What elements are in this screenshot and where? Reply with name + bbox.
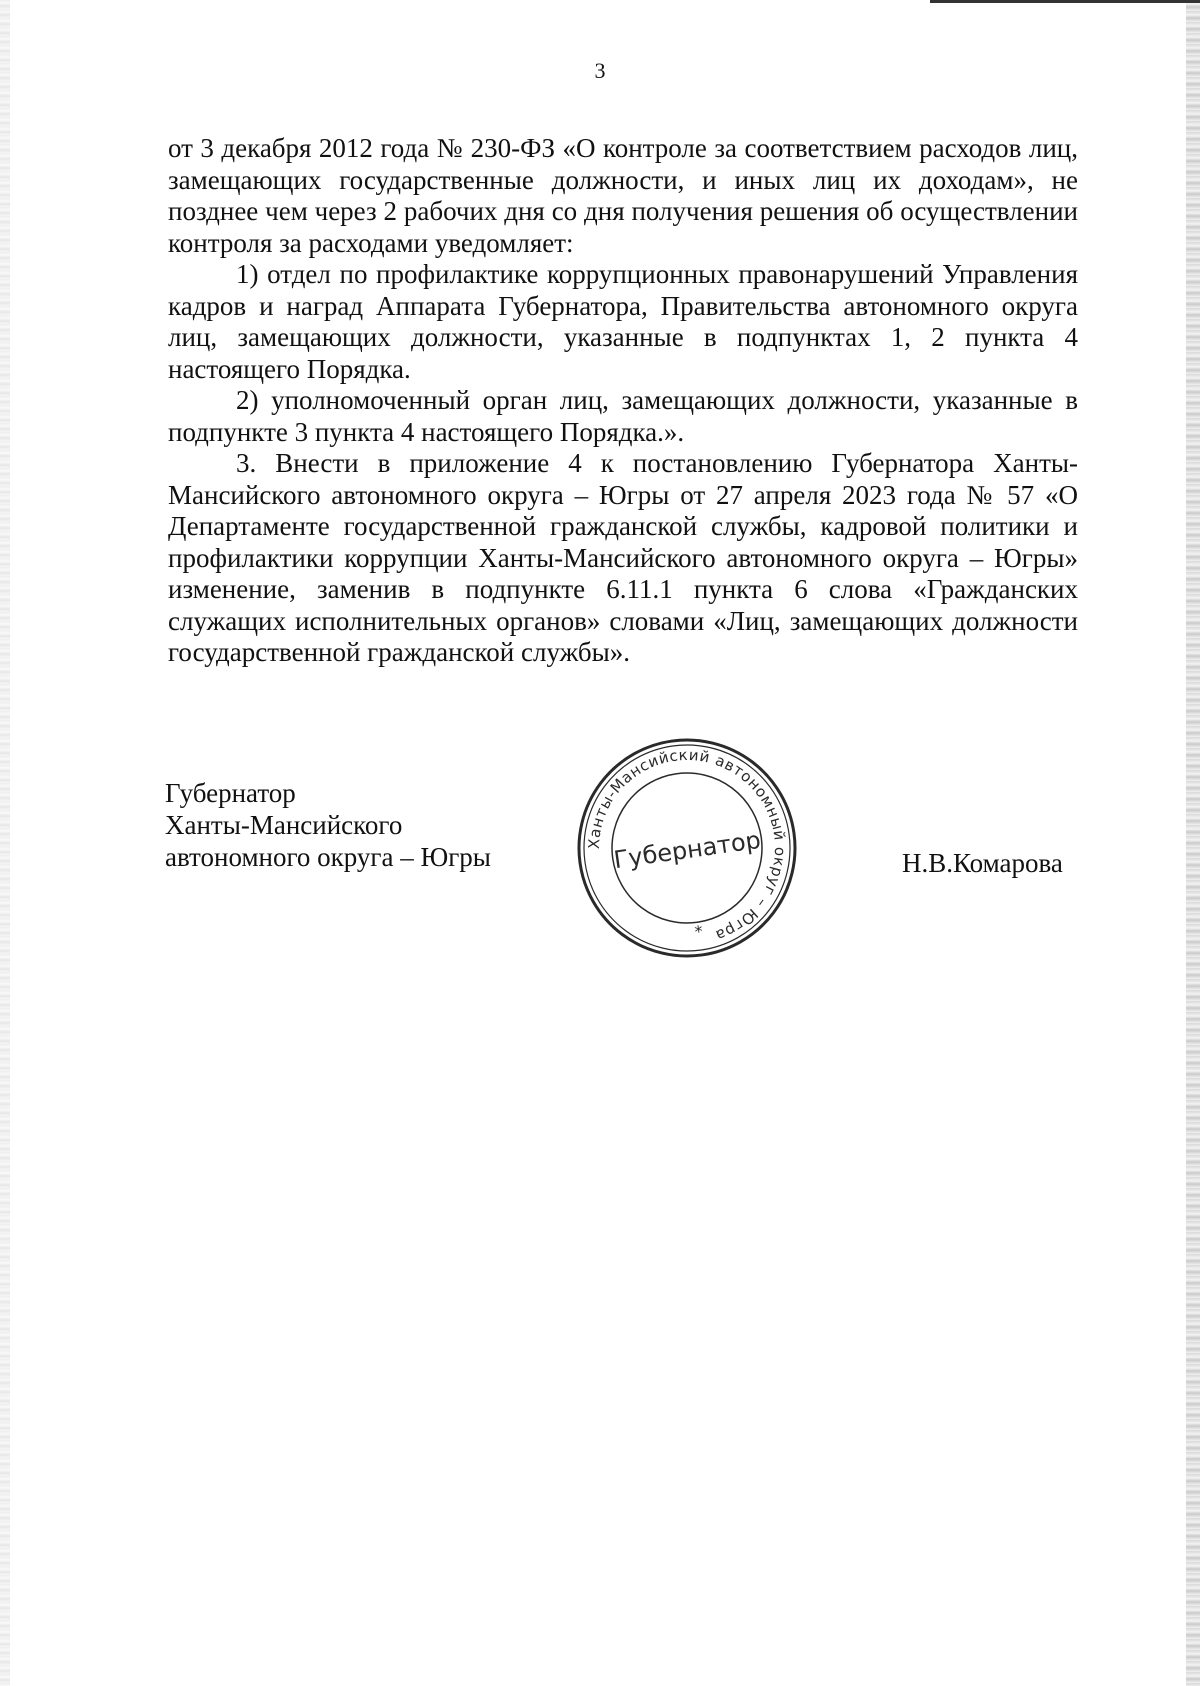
signatory-position-line: Ханты-Мансийского: [165, 810, 403, 840]
signatory-name: Н.В.Комарова: [902, 848, 1063, 878]
body-paragraph-point-3: 3. Внести в приложение 4 к постановлению Губернатора Ханты-Мансийского автономного округа – Югры от 27 апреля 2023 года № 57 «О Департаменте государственной гражданской службы, кадровой политики и профилактики коррупции Ханты-Мансийского автономного округа – Югры» изменение, заменив в подпункте 6.11.1 пункта 6 слова «Гражданских служащих исполнительных органов» словами «Лиц, замещающих должности государственной гражданской службы».: [168, 448, 1078, 667]
body-paragraph-continuation: от 3 декабря 2012 года № 230-ФЗ «О контроле за соответствием расходов лиц, замещающих государственные должности, и иных лиц их доходам», не позднее чем через 2 рабочих дня со дня получения решения об осуществлении контроля за расходами уведомляет:: [168, 133, 1078, 258]
signatory-position: [165, 777, 491, 873]
body-paragraph-item-1: 1) отдел по профилактике коррупционных правонарушений Управления кадров и наград Аппарата Губернатора, Правительства автономного округа лиц, замещающих должности, указанные в подпунктах 1, 2 пункта 4 настоящего Порядка.: [168, 259, 1078, 384]
seal-ring-text: Ханты-Мансийский автономный округ – Югра: [584, 745, 790, 945]
seal-star: *: [693, 921, 705, 942]
document-body: [168, 133, 1078, 669]
body-paragraph-item-2: 2) уполномоченный орган лиц, замещающих должности, указанные в подпункте 3 пункта 4 настоящего Порядка.».: [168, 385, 1078, 447]
scan-edge-left: [0, 0, 10, 1686]
official-seal-stamp: [572, 733, 802, 963]
signatory-position-line: автономного округа – Югры: [165, 842, 491, 872]
page-number: 3: [594, 58, 606, 83]
seal-graphic: [572, 733, 802, 963]
scan-edge-right: [1186, 0, 1200, 1686]
scan-edge-top: [930, 0, 1200, 3]
seal-center-text: Губернатор: [612, 825, 763, 875]
signatory-position-line: Губернатор: [165, 778, 296, 808]
